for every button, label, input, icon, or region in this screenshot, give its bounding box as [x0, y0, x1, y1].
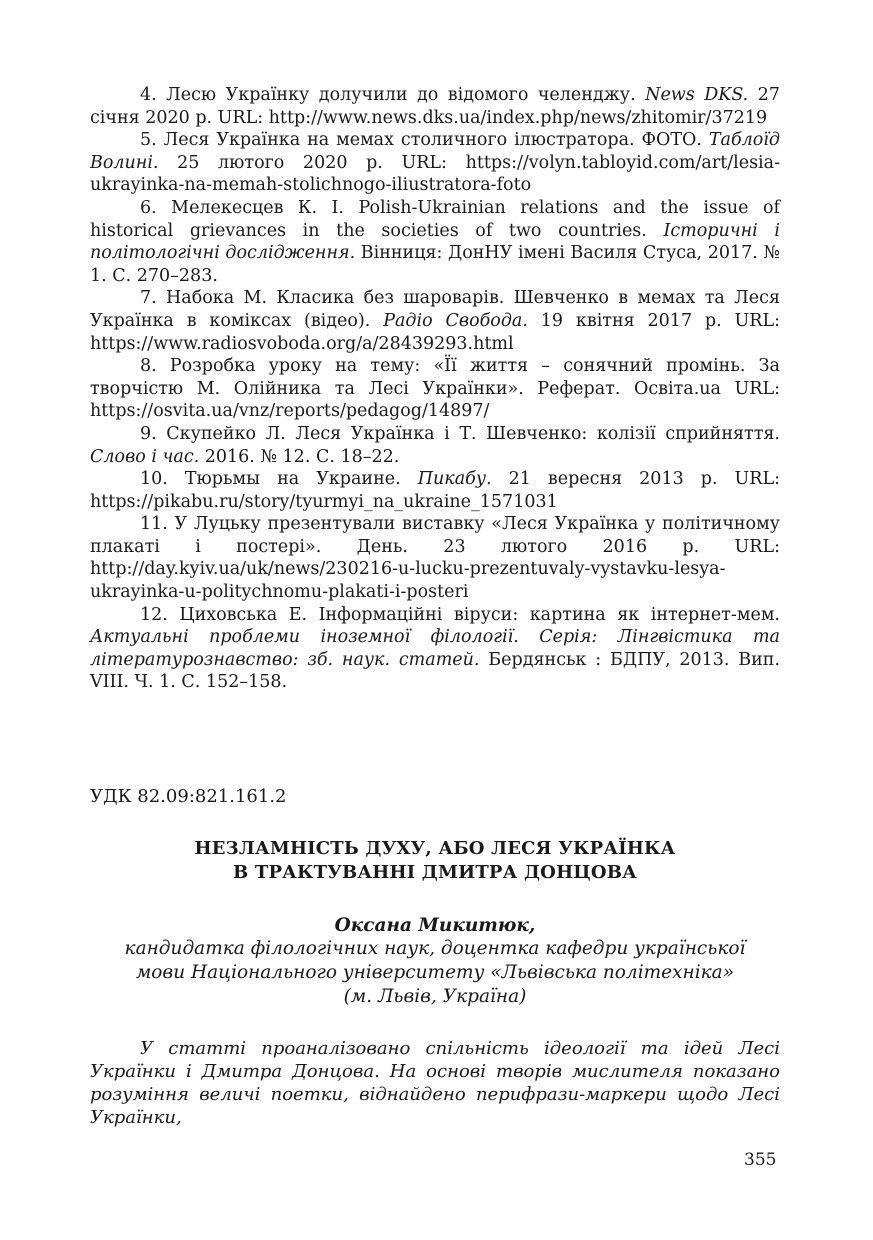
affiliation-line: кандидатка філологічних наук, доцентка кафедри української: [124, 938, 746, 960]
title-line: НЕЗЛАМНІСТЬ ДУХУ, АБО ЛЕСЯ УКРАЇНКА: [194, 837, 676, 859]
affiliation-line: (м. Львів, Україна): [343, 986, 527, 1008]
reference-item: 6. Мелекесцев К. І. Polish-Ukrainian relations and the issue of historical grievances in the societies of two countries. Історичні і політологічні дослідження. Вінниця: ДонНУ імені Василя Стуса, 2017. № 1. С. 270–283.: [90, 197, 780, 286]
reference-item: 7. Набока М. Класика без шароварів. Шевченко в мемах та Леся Українка в коміксах (відео). Радіо Свобода. 19 квітня 2017 р. URL: https://www.radiosvoboda.org/a/28439293.html: [90, 288, 780, 354]
reference-item: 8. Розробка уроку на тему: «Її життя – сонячний промінь. За творчістю М. Олійника та Лесі Українки». Реферат. Освіта.ua URL: https://osvita.ua/vnz/reports/pedagog/14897/: [90, 356, 780, 422]
reference-item: 11. У Луцьку презентували виставку «Леся Українка у політичному плакаті і постері». День. 23 лютого 2016 р. URL: http://day.kyiv.ua/uk/news/230216-u-lucku-prezentuvaly-vystavku-lesya-ukrayinka-u-politychnomu-plakati-i-posteri: [90, 514, 780, 603]
reference-item: 5. Леся Українка на мемах столичного ілюстратора. ФОТО. Таблоїд Волині. 25 лютого 2020 р. URL: https://volyn.tabloyid.com/art/lesia-ukrayinka-na-memah-stolichnogo-iliustratora-foto: [90, 130, 780, 196]
author-affiliation: [90, 937, 780, 1009]
page-content: [90, 84, 780, 1147]
udc-code: УДК 82.09:821.161.2: [90, 786, 287, 808]
reference-item: 9. Скупейко Л. Леся Українка і Т. Шевченко: колізії сприйняття. Слово і час. 2016. № 12. С. 18–22.: [90, 423, 780, 467]
reference-item: 10. Тюрьмы на Украине. Пикабу. 21 вересня 2013 р. URL: https://pikabu.ru/story/tyurmyi_na_ukraine_1571031: [90, 469, 780, 512]
reference-item: 4. Лесю Українку долучили до відомого челенджу. News DKS. 27 січня 2020 р. URL: http://www.news.dks.ua/index.php/news/zhitomir/37219: [90, 85, 780, 128]
page-number: 355: [744, 1150, 777, 1170]
reference-list: [90, 84, 780, 694]
article-title: [90, 837, 780, 885]
title-line: В ТРАКТУВАННІ ДМИТРА ДОНЦОВА: [232, 861, 638, 883]
author-name: Оксана Микитюк,: [334, 914, 536, 936]
reference-item: 12. Циховська Е. Інформаційні віруси: картина як інтернет-мем. Актуальні проблеми іноземної філології. Серія: Лінгвістика та літературознавство: зб. наук. статей. Бердянськ : БДПУ, 2013. Вип. VIII. Ч. 1. С. 152–158.: [90, 604, 781, 693]
abstract: У статті проаналізовано спільність ідеології та ідей Лесі Українки і Дмитра Донцова. На основі творів мислителя показано розуміння величі поетки, віднайдено перифрази-маркери щодо Лесі Українки,: [90, 1038, 780, 1129]
affiliation-line: мови Національного університету «Львівська політехніка»: [135, 962, 735, 984]
